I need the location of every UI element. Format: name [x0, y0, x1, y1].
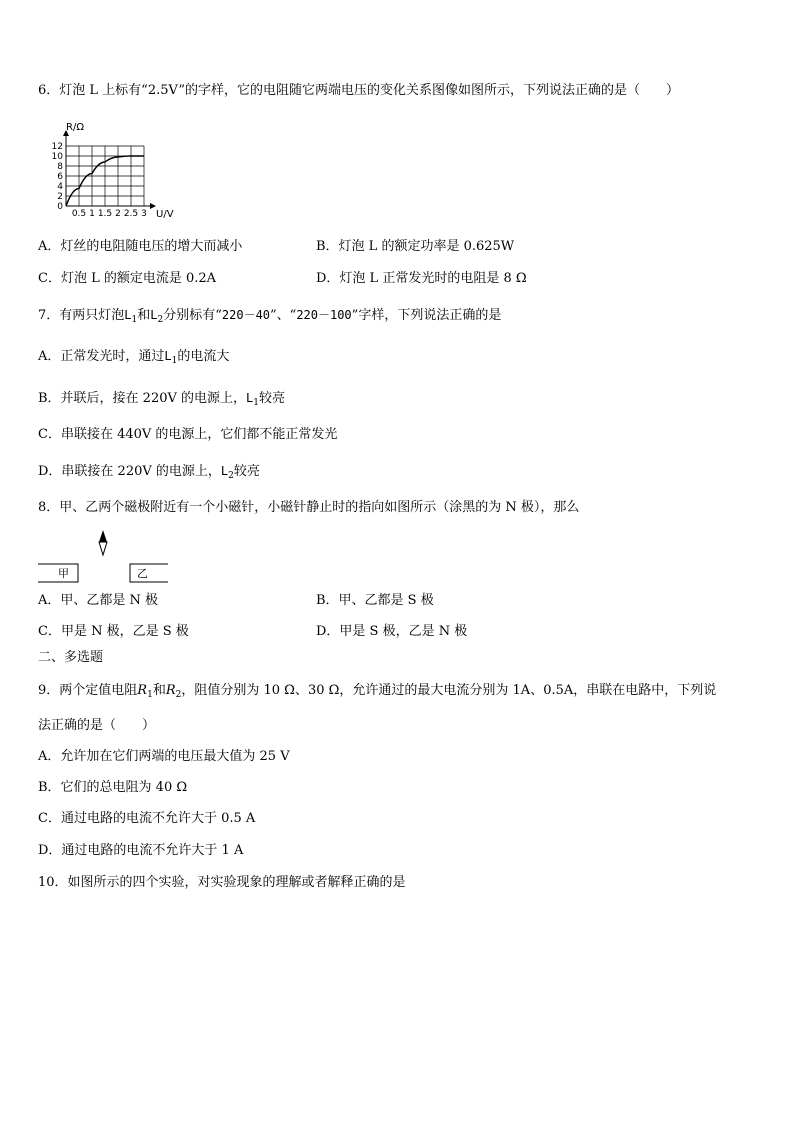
magnet-figure	[38, 528, 173, 586]
q9-option-d: D．通过电路的电流不允许大于 1 A	[38, 843, 244, 858]
q9-stem-continued: 法正确的是（ ）	[38, 718, 156, 733]
pole-jia-label: 甲	[58, 567, 69, 580]
resistance-voltage-chart	[48, 118, 183, 222]
q8-stem: 8．甲、乙两个磁极附近有一个小磁针，小磁针静止时的指向如图所示（涂黑的为 N 极），那么	[38, 500, 580, 515]
compass-needle-south	[99, 542, 107, 555]
q7-stem: 7．有两只灯泡$L_1$和$L_2$分别标有“220－40”、“220－100”字样，下列说法正确的是	[38, 308, 502, 325]
q6-option-a: A．灯丝的电阻随电压的增大而减小	[38, 239, 243, 254]
section-heading-multiple-choice: 二、多选题	[38, 650, 104, 665]
x-tick-label: 1.5	[97, 209, 113, 219]
q9-option-b: B．它们的总电阻为 40 Ω	[38, 780, 188, 795]
q8-option-c: C．甲是 N 极，乙是 S 极	[38, 624, 189, 639]
q8-option-b: B．甲、乙都是 S 极	[316, 593, 434, 608]
y-tick-label: 4	[57, 182, 63, 192]
pole-yi-outline	[130, 564, 168, 582]
q6-stem: 6．灯泡 L 上标有“2.5V”的字样，它的电阻随它两端电压的变化关系图像如图所示，下列说法正确的是（ ）	[38, 83, 679, 98]
y-tick-label: 2	[57, 192, 63, 202]
q7-option-b: B．并联后，接在 220V 的电源上，$L_1$较亮	[38, 391, 286, 408]
y-axis-label: R/Ω	[66, 122, 84, 133]
y-tick-label: 0	[57, 202, 63, 212]
q9-option-c: C．通过电路的电流不允许大于 0.5 A	[38, 811, 256, 826]
q6-option-b: B．灯泡 L 的额定功率是 0.625W	[316, 239, 515, 254]
q8-option-a: A．甲、乙都是 N 极	[38, 593, 159, 608]
y-tick-label: 8	[57, 162, 63, 172]
x-tick-label: 1	[89, 209, 95, 219]
y-tick-label: 10	[51, 152, 63, 162]
chart-grid	[66, 146, 144, 206]
x-tick-label: 3	[141, 209, 147, 219]
chart-axes	[63, 130, 156, 209]
q8-option-d: D．甲是 S 极，乙是 N 极	[316, 624, 468, 639]
x-tick-label: 0.5	[71, 209, 87, 219]
q10-stem: 10．如图所示的四个实验，对实验现象的理解或者解释正确的是	[38, 875, 406, 890]
x-tick-label: 2	[115, 209, 121, 219]
x-tick-label: 2.5	[123, 209, 139, 219]
q9-option-a: A．允许加在它们两端的电压最大值为 25 V	[38, 749, 290, 764]
y-tick-label: 6	[57, 172, 63, 182]
q6-option-c: C．灯泡 L 的额定电流是 0.2A	[38, 271, 217, 286]
q7-option-a: A．正常发光时，通过$L_1$的电流大	[38, 349, 230, 366]
pole-yi-label: 乙	[137, 567, 148, 580]
q7-option-d: D．串联接在 220V 的电源上，$L_2$较亮	[38, 464, 260, 481]
y-tick-label: 12	[51, 142, 63, 152]
q7-option-c: C．串联接在 440V 的电源上，它们都不能正常发光	[38, 427, 338, 442]
compass-needle-north	[99, 530, 107, 542]
q9-stem: 9．两个定值电阻$R_1$和$R_2$，阻值分别为 10 Ω、30 Ω，允许通过的最大电流分别为 1A、0.5A，串联在电路中，下列说	[38, 683, 717, 700]
q6-option-d: D．灯泡 L 正常发光时的电阻是 8 Ω	[316, 271, 527, 286]
x-axis-label: U/V	[156, 209, 174, 220]
